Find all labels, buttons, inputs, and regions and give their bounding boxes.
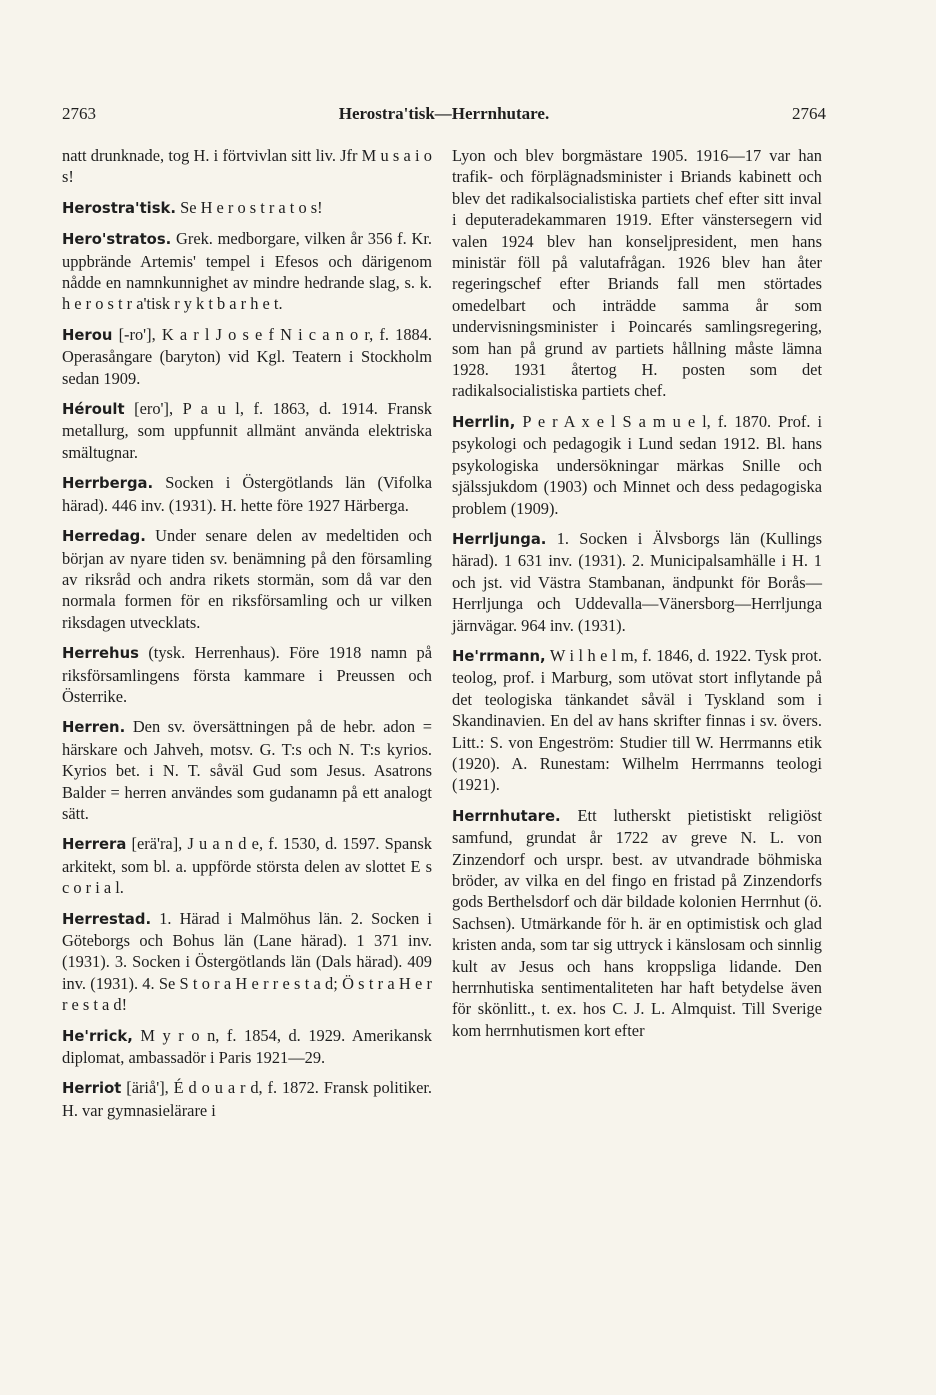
entry-headword: Herrljunga. — [452, 530, 547, 548]
page-number-right: 2764 — [792, 104, 826, 123]
entry-headword: Herredag. — [62, 528, 146, 546]
entry — [62, 1077, 432, 1121]
entry-headword: Herriot — [62, 1080, 122, 1098]
entry-text: [-ro'], K a r l J o s e f N i c a n o r, f. 1884. Operasångare (baryton) vid Kgl. Teatern i Stockholm sedan 1909. — [62, 324, 433, 388]
entry-headword: Hero'stratos. — [62, 231, 172, 249]
entry-text: 1. Socken i Älvsborgs län (Kullings härad). 1 631 inv. (1931). 2. Municipalsamhälle i H. 1 och jst. vid Västra Stambanan, ändpunkt för Borås—Herrljunga och Uddevalla—Vänersborg—Herrljunga järnvägar. 964 inv. (1931). — [452, 528, 823, 635]
entry-headword: Herrestad. — [62, 910, 152, 928]
entry-headword: He'rrmann, — [452, 647, 546, 665]
entry-text: Lyon och blev borgmästare 1905. 1916—17 var han trafik- och förplägnadsminister i Briands kabinett och blev det radikalsocialistiska partiets chef efter sitt inval i deputeradekammaren 1919. Efter vänstersegern vid valen 1924 blev han konseljpresident, men hans ministär föll på valutafrågan. 1926 blev han åter regeringschef efter Briands fall men störtades omedelbart och inträdde samma år som undervisningsminister i Poincarés samlingsregering, som han på grund av partiets hållning måste lämna 1928. 1931 återtog H. posten som det radikalsocialistiska partiets chef. — [452, 146, 822, 401]
entry-headword: Herou — [62, 326, 113, 344]
entry — [62, 908, 432, 1016]
entry-text: W i l h e l m, f. 1846, d. 1922. Tysk prot. teolog, prof. i Marburg, som utövat stort inflytande på det teologiska tänkandet såväl i Tyskland som i Skandinavien. En del av hans skrifter finnas i sv. övers. Litt.: S. von Engeström: Studier till W. Herrmanns etik (1920). A. Runestam: Wilhelm Herrmanns teologi (1921). — [452, 645, 822, 795]
entry-text: M y r o n, f. 1854, d. 1929. Amerikansk diplomat, ambassadör i Paris 1921—29. — [62, 1025, 432, 1068]
entry-headword: Herrnhutare. — [452, 807, 561, 825]
running-title: Herostra'tisk—Herrnhutare. — [338, 104, 550, 123]
entry-text: Den sv. översättningen på de hebr. adon = härskare och Jahveh, motsv. G. T:s och N. T:s kyrios. Kyrios bet. i N. T. såväl Gud som Jesus. Asatrons Balder = herren användes som gudanamn på ett analogt sätt. — [62, 717, 432, 823]
entry-headword: He'rrick, — [62, 1027, 133, 1045]
entry-text: [erä'ra], J u a n d e, f. 1530, d. 1597. Spansk arkitekt, som bl. a. uppförde största delen av slottet E s c o r i a l. — [62, 834, 432, 898]
entry — [452, 805, 822, 1041]
left-column — [62, 145, 432, 1130]
entry-headword: Herrberga. — [62, 475, 154, 493]
entry-headword: Herrlin, — [452, 413, 516, 431]
entry-text: Se H e r o s t r a t o s! — [180, 197, 323, 217]
right-column — [452, 145, 822, 1050]
entry — [62, 197, 432, 219]
entry-headword: Herrera — [62, 836, 127, 854]
entry-headword: Herrehus — [62, 645, 139, 663]
entry — [62, 525, 432, 633]
entry — [62, 472, 432, 516]
entry — [62, 398, 432, 463]
entry-text: [äriå'], É d o u a r d, f. 1872. Fransk politiker. H. var gymnasielärare i — [62, 1078, 432, 1120]
page-number-left: 2763 — [62, 104, 96, 123]
entry-text: Socken i Östergötlands län (Vifolka härad). 446 inv. (1931). H. hette före 1927 Härberga. — [62, 473, 432, 515]
entry-text: [ero'], P a u l, f. 1863, d. 1914. Fransk metallurg, som uppfunnit allmänt använda elektriska smältugnar. — [62, 399, 432, 462]
entry — [452, 145, 822, 402]
entry — [62, 145, 432, 188]
entry-headword: Herostra'tisk. — [62, 199, 176, 217]
entry-text: Ett lutherskt pietistiskt religiöst samfund, grundat år 1722 av greve N. L. von Zinzendorf och urspr. best. av utvandrade böhmiska bröder, av vilka en del fingo en fristad på Zinzendorfs gods Berthelsdorf och där bildade kolonien Herrnhut (ö. Sachsen). Utmärkande för h. är en optimistisk och glad kristen anda, som tar sig uttryck i känslosam och sinnlig kult av Jesus och hans kroppsliga lidande. Den herrnhutiska sentimentaliteten har haft betydelse även för skönlitt., t. ex. hos C. J. L. Almquist. Till Sverige kom herrnhutismen kort efter — [452, 805, 822, 1040]
entry-text: natt drunknade, tog H. i förtvivlan sitt liv. Jfr M u s a i o s! — [62, 146, 432, 187]
entry — [62, 324, 432, 389]
entry-text: (tysk. Herrenhaus). Före 1918 namn på riksförsamlingens första kammare i Preussen och Österrike. — [62, 643, 432, 706]
entry-text: P e r A x e l S a m u e l, f. 1870. Prof. i psykologi och pedagogik i Lund sedan 1912. Bl. hans psykologiska undersökningar märkas Snille och själssjukdom (1903) och Minnet och dess pedagogiska problem (1909). — [452, 411, 822, 518]
entry — [62, 1025, 432, 1069]
entry-headword: Herren. — [62, 719, 126, 737]
entry — [62, 833, 432, 898]
entry-text: Under senare delen av medeltiden och början av nyare tiden sv. benämning på den församling av riksråd och andra rikets stormän, som då var den normala formen för en riksförsamling och ur vilken riksdagen utvecklats. — [62, 526, 432, 632]
entry-text: Grek. medborgare, vilken år 356 f. Kr. uppbrände Artemis' tempel i Efesos och därigenom nådde en namnkunnighet av mindre hedrande slag, s. k. h e r o s t r a'tisk r y k t b a r h e t. — [62, 229, 432, 314]
entry — [452, 645, 822, 796]
entry — [62, 716, 432, 824]
entry — [452, 528, 822, 636]
entry-headword: Héroult — [62, 401, 125, 419]
entry — [62, 642, 432, 707]
entry — [452, 411, 822, 519]
entry — [62, 228, 432, 315]
entry-text: 1. Härad i Malmöhus län. 2. Socken i Göteborgs och Bohus län (Lane härad). 1 371 inv. (1931). 3. Socken i Östergötlands län (Dals härad). 409 inv. (1931). 4. Se S t o r a H e r r e s t a d; Ö s t r a H e r r e s t a d! — [62, 908, 432, 1015]
page-header — [62, 104, 826, 128]
